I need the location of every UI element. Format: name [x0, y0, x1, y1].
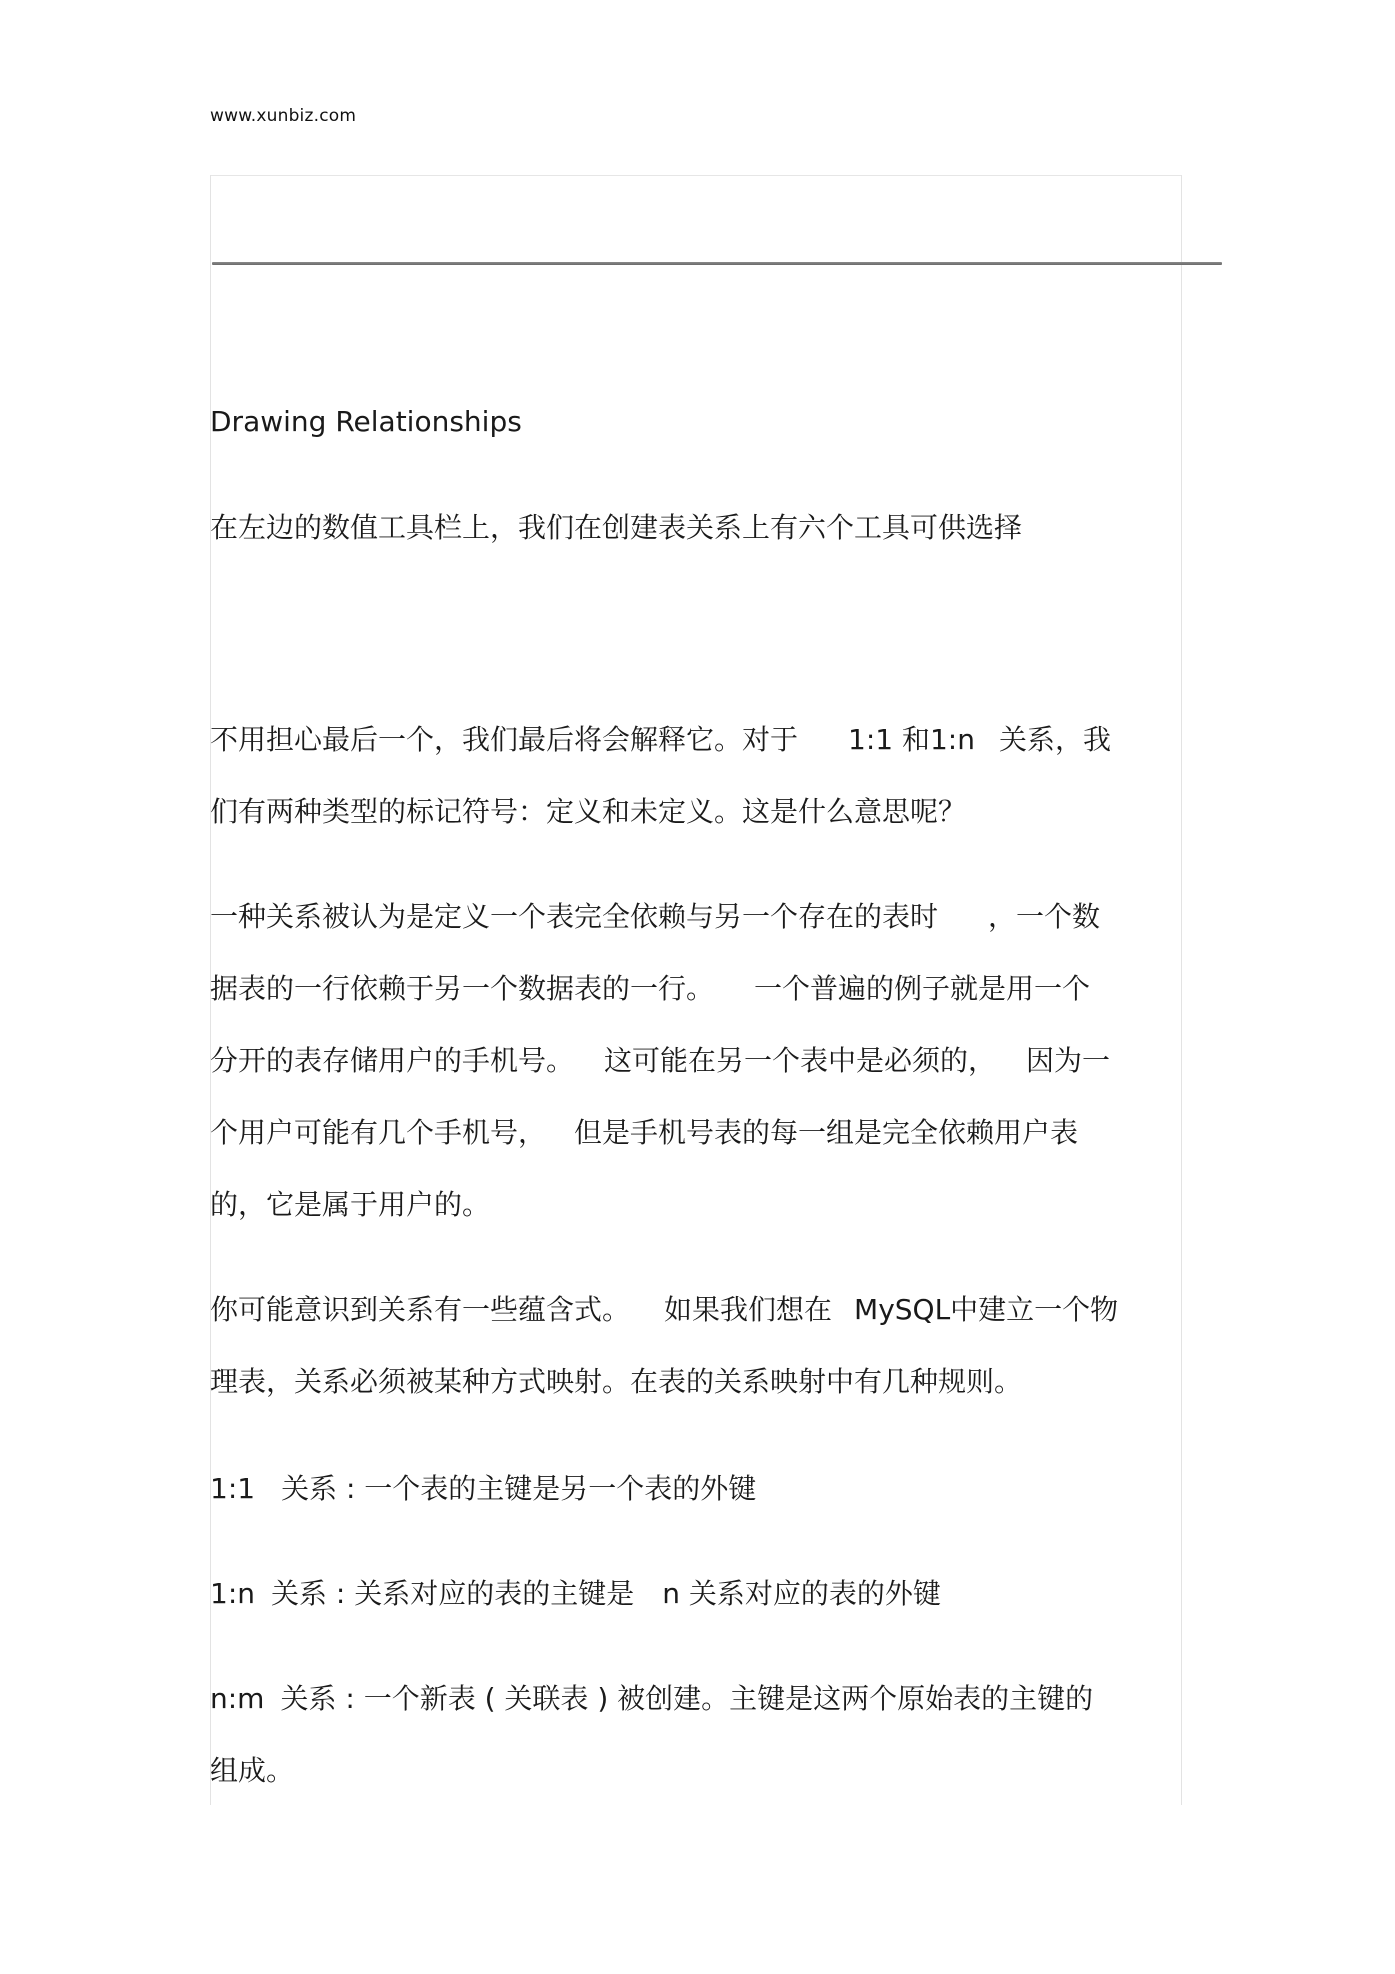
p2-l3-part-b: 这可能在另一个表中是必须的，: [604, 1044, 997, 1077]
p2-l2-part-b: 一个普遍的例子就是用一个: [754, 972, 1091, 1005]
paragraph-3-line-2: 理表，关系必须被某种方式映射。在表的关系映射中有几种规则。: [210, 1365, 1023, 1398]
paragraph-2-line-2: [210, 969, 1090, 1009]
rule-1-n-text-a: 关系 : 关系对应的表的主键是: [271, 1577, 635, 1610]
p2-l4-part-a: 个用户可能有几个手机号，: [210, 1116, 547, 1149]
intro-line: 在左边的数值工具栏上，我们在创建表关系上有六个工具可供选择: [210, 511, 1023, 544]
rule-n-m-text: 关系 : 一个新表 ( 关联表 ) 被创建。主键是这两个原始表的主键的: [280, 1682, 1094, 1715]
rule-n-m-label: n:m: [210, 1682, 265, 1715]
rule-1-n-label: 1:n: [210, 1577, 255, 1610]
p3-l1-part-b: 如果我们想在: [664, 1293, 833, 1326]
p2-l3-part-a: 分开的表存储用户的手机号。: [210, 1044, 575, 1077]
paragraph-3-line-1: [210, 1290, 1118, 1330]
rule-n-m-line-2: 组成。: [210, 1754, 295, 1787]
paragraph-2-line-5: 的，它是属于用户的。: [210, 1188, 491, 1221]
rule-1-1-text: 关系 : 一个表的主键是另一个表的外键: [281, 1472, 757, 1505]
p1-l1-part-a: 不用担心最后一个，我们最后将会解释它。对于: [210, 723, 799, 756]
horizontal-divider: [212, 262, 1222, 265]
p1-l1-part-c: 关系，我: [998, 723, 1111, 756]
p2-l4-part-b: 但是手机号表的每一组是完全依赖用户表: [574, 1116, 1079, 1149]
rule-1-n-text-b: n 关系对应的表的外键: [662, 1577, 941, 1610]
paragraph-2-line-1: [210, 897, 1100, 937]
p2-l3-part-c: 因为一: [1026, 1044, 1111, 1077]
section-heading: Drawing Relationships: [210, 405, 522, 438]
p2-l2-part-a: 据表的一行依赖于另一个数据表的一行。: [210, 972, 715, 1005]
content-frame-right-border: [1181, 175, 1182, 1805]
paragraph-2-line-3: [210, 1041, 1110, 1081]
rule-1-1: [210, 1469, 756, 1509]
p3-l1-part-a: 你可能意识到关系有一些蕴含式。: [210, 1293, 631, 1326]
paragraph-1-line-1: [210, 720, 1111, 760]
rule-1-1-label: 1:1: [210, 1472, 256, 1505]
paragraph-1-line-2: 们有两种类型的标记符号：定义和未定义。这是什么意思呢？: [210, 795, 967, 828]
rule-1-n: [210, 1574, 941, 1614]
p2-l1-part-a: 一种关系被认为是定义一个表完全依赖与另一个存在的表时: [210, 900, 939, 933]
p1-l1-part-b: 1:1 和1:n: [848, 723, 975, 756]
rule-n-m: [210, 1679, 1093, 1719]
content-frame-top-border: [210, 175, 1182, 176]
p2-l1-part-b: ，一个数: [988, 900, 1101, 933]
paragraph-2-line-4: [210, 1113, 1078, 1153]
site-url: www.xunbiz.com: [210, 106, 357, 126]
p3-l1-part-c: MySQL中建立一个物: [854, 1293, 1119, 1326]
